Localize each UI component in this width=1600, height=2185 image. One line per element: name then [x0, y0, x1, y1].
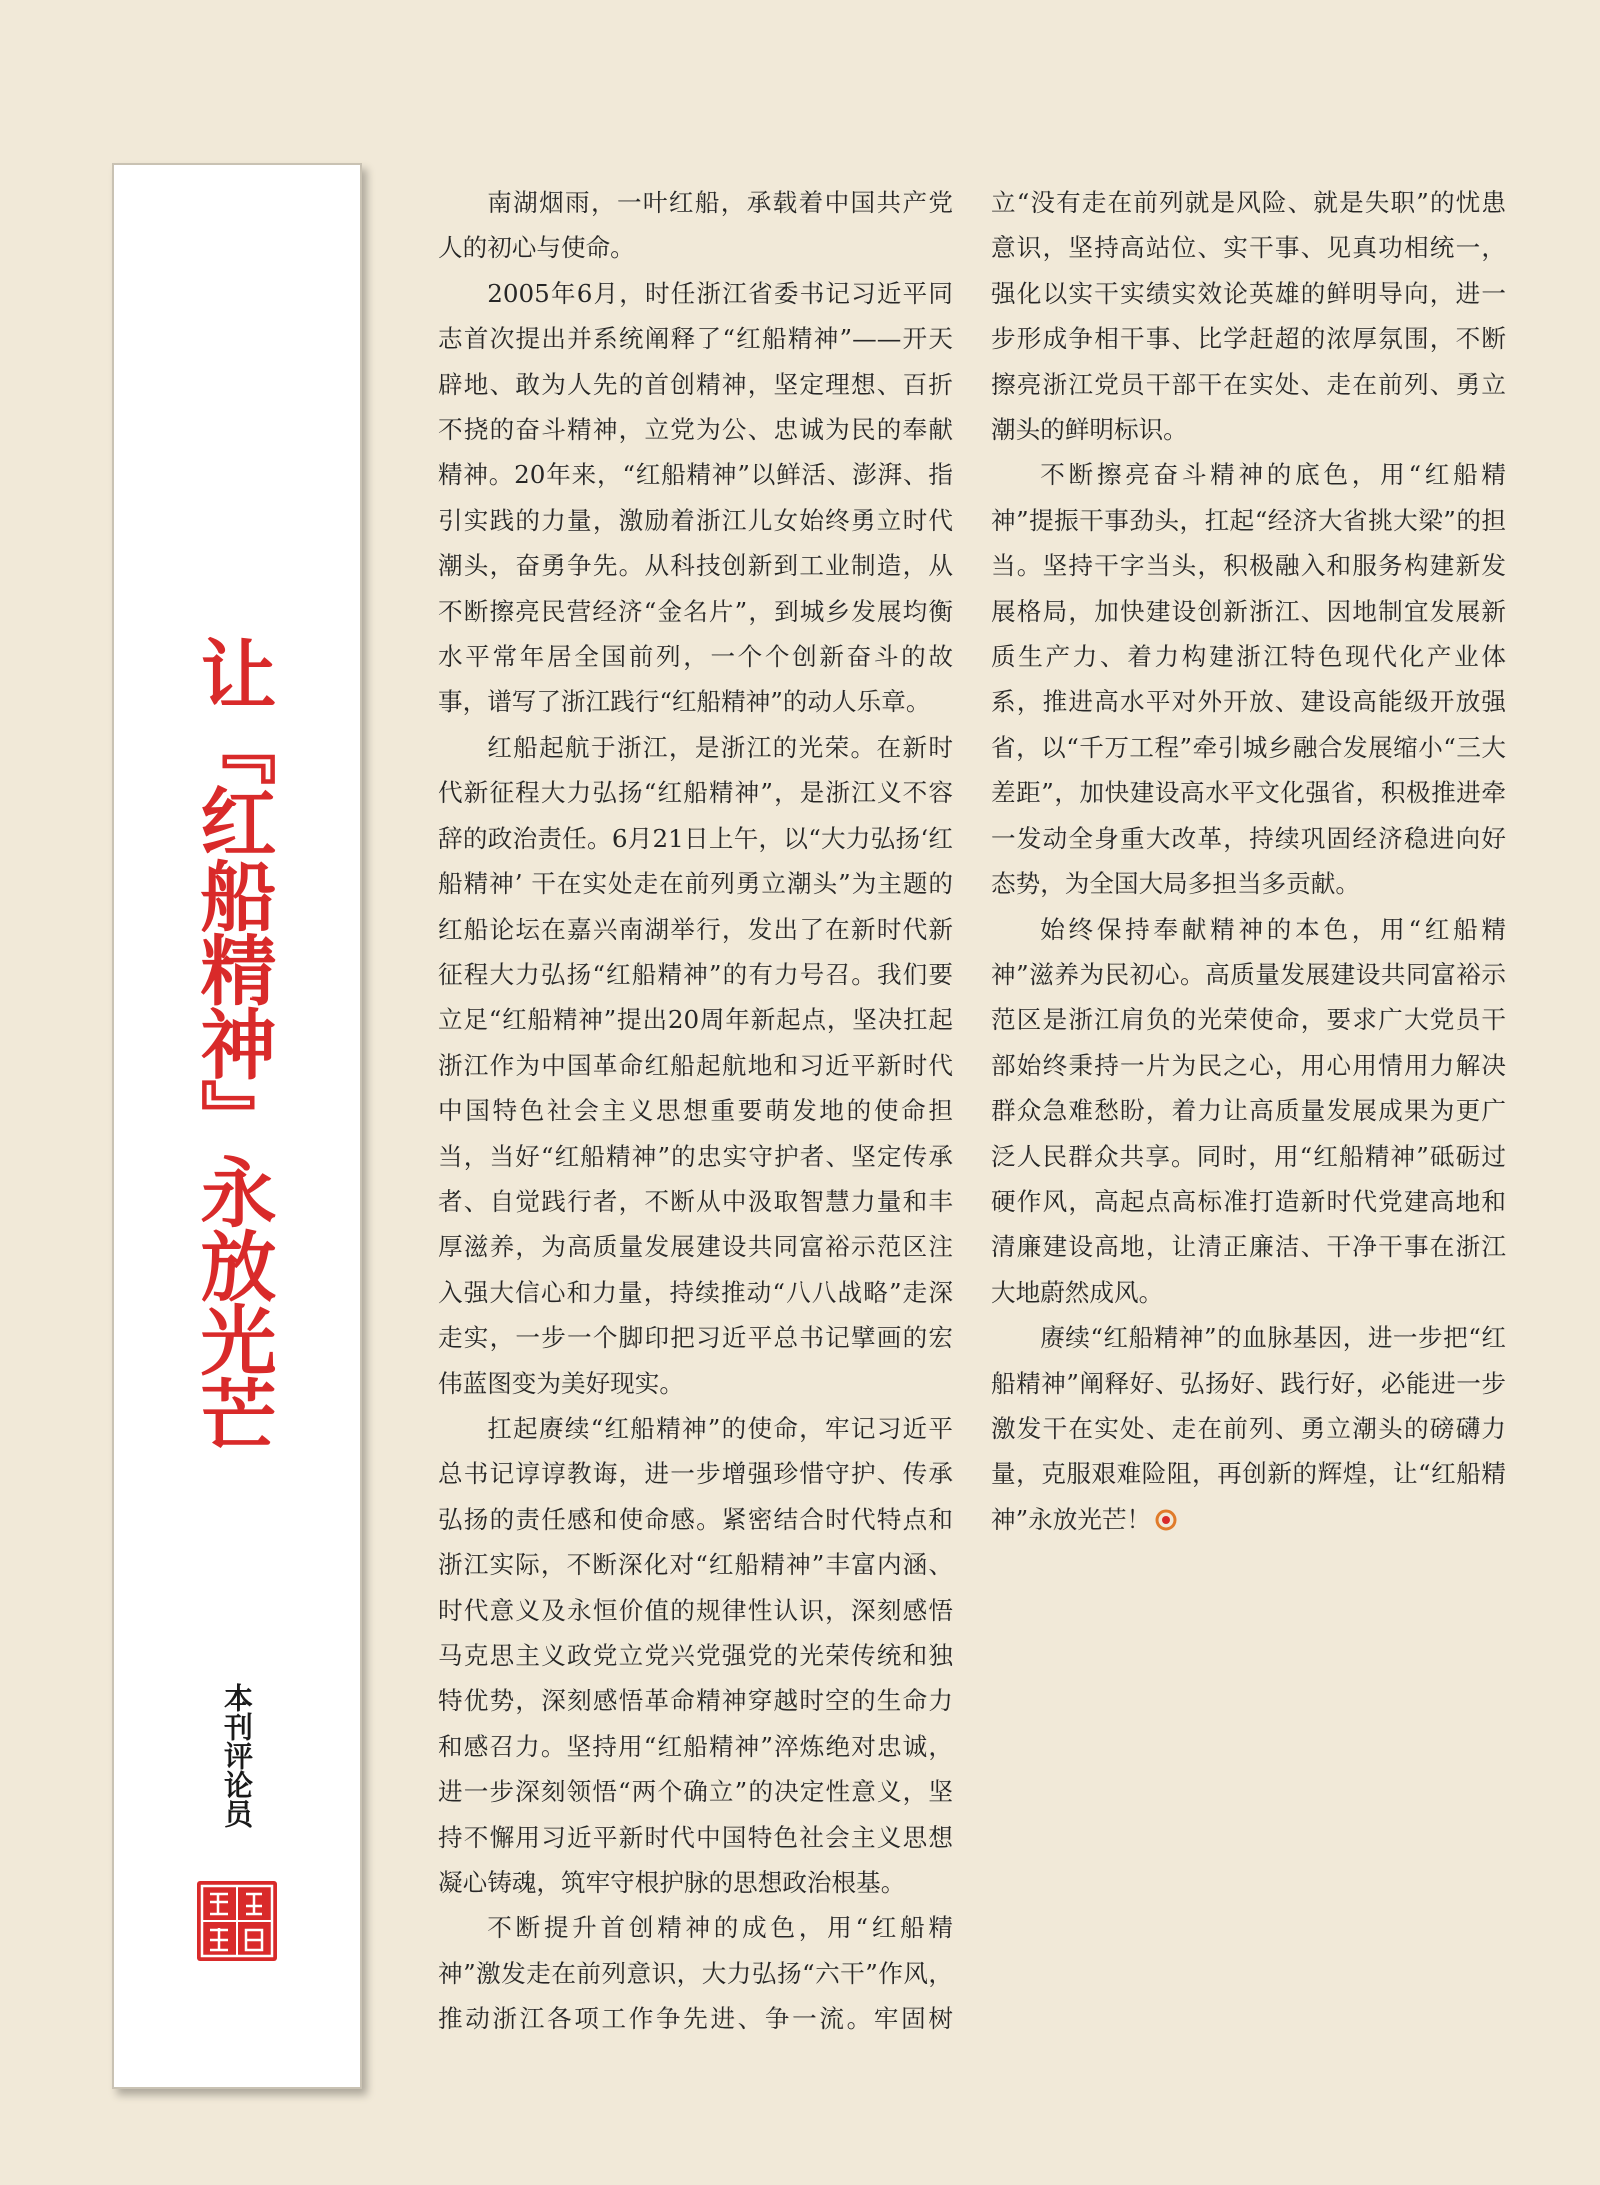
- seal-stamp-icon: [196, 1880, 278, 1962]
- title-panel: [112, 163, 362, 2089]
- end-mark-icon: [1155, 1509, 1177, 1531]
- article-title: 让『红船精神』永放光芒: [188, 635, 277, 1449]
- byline: 本刊评论员: [220, 1683, 254, 1828]
- paragraph: 始终保持奉献精神的本色，用“红船精神”滋养为民初心。高质量发展建设共同富裕示范区是浙江肩负的光荣使命，要求广大党员干部始终秉持一片为民之心，用心用情用力解决群众急难愁盼，着力让高质量发展成果为更广泛人民群众共享。同时，用“红船精神”砥砺过硬作风，高起点高标准打造新时代党建高地和清廉建设高地，让清正廉洁、干净干事在浙江大地蔚然成风。: [991, 914, 1506, 1307]
- paragraph: 红船起航于浙江，是浙江的光荣。在新时代新征程大力弘扬“红船精神”，是浙江义不容辞的政治责任。6月21日上午，以“大力弘扬‘红船精神’ 干在实处走在前列勇立潮头”为主题的红船论坛在嘉兴南湖举行，发出了在新时代新征程大力弘扬“红船精神”的有力号召。我们要立足“红船精神”提出20周年新起点，坚决扛起浙江作为中国革命红船起航地和习近平新时代中国特色社会主义思想重要萌发地的使命担当，当好“红船精神”的忠实守护者、坚定传承者、自觉践行者，不断从中汲取智慧力量和丰厚滋养，为高质量发展建设共同富裕示范区注入强大信心和力量，持续推动“八八战略”走深走实，一步一个脚印把习近平总书记擘画的宏伟蓝图变为美好现实。: [438, 732, 953, 1398]
- paragraph-last-text: 赓续“红船精神”的血脉基因，进一步把“红船精神”阐释好、弘扬好、践行好，必能进一步激发干在实处、走在前列、勇立潮头的磅礴力量，克服艰难险阻，再创新的辉煌，让“红船精神”永放光芒！: [991, 1323, 1506, 1534]
- paragraph: 不断擦亮奋斗精神的底色，用“红船精神”提振干事劲头，扛起“经济大省挑大梁”的担当。坚持干字当头，积极融入和服务构建新发展格局，加快建设创新浙江、因地制宜发展新质生产力、着力构建浙江特色现代化产业体系，推进高水平对外开放、建设高能级开放强省，以“千万工程”牵引城乡融合发展缩小“三大差距”，加快建设高水平文化强省，积极推进牵一发动全身重大改革，持续巩固经济稳进向好态势，为全国大局多担当多贡献。: [991, 460, 1506, 899]
- paragraph-last: [991, 1315, 1506, 1542]
- paragraph: 不断提升首创精神的成色，用“红船精神”激发走在前列意识，大力弘扬“六干”作风，推动浙江各项工作争先进、争一流。牢固树立“没有走在前列就是风险、就是失职”的忧患意识，坚持高站位、实干事、见真功相统一，强化以实干实绩实效论英雄的鲜明导向，进一步形成争相干事、比学赶超的浓厚氛围，不断擦亮浙江党员干部干在实处、走在前列、勇立潮头的鲜明标识。: [438, 188, 1506, 2034]
- paragraph: 扛起赓续“红船精神”的使命，牢记习近平总书记谆谆教诲，进一步增强珍惜守护、传承弘扬的责任感和使命感。紧密结合时代特点和浙江实际，不断深化对“红船精神”丰富内涵、时代意义及永恒价值的规律性认识，深刻感悟马克思主义政党立党兴党强党的光荣传统和独特优势，深刻感悟革命精神穿越时空的生命力和感召力。坚持用“红船精神”淬炼绝对忠诚，进一步深刻领悟“两个确立”的决定性意义，坚持不懈用习近平新时代中国特色社会主义思想凝心铸魂，筑牢守根护脉的思想政治根基。: [438, 1413, 953, 1898]
- article-body: [438, 180, 1506, 2070]
- paragraph: 2005年6月，时任浙江省委书记习近平同志首次提出并系统阐释了“红船精神”——开天辟地、敢为人先的首创精神，坚定理想、百折不挠的奋斗精神，立党为公、忠诚为民的奉献精神。20年来，“红船精神”以鲜活、澎湃、指引实践的力量，激励着浙江儿女始终勇立时代潮头，奋勇争先。从科技创新到工业制造，从不断擦亮民营经济“金名片”，到城乡发展均衡水平常年居全国前列，一个个创新奋斗的故事，谱写了浙江践行“红船精神”的动人乐章。: [438, 278, 953, 717]
- paragraph: 南湖烟雨，一叶红船，承载着中国共产党人的初心与使命。: [438, 188, 953, 263]
